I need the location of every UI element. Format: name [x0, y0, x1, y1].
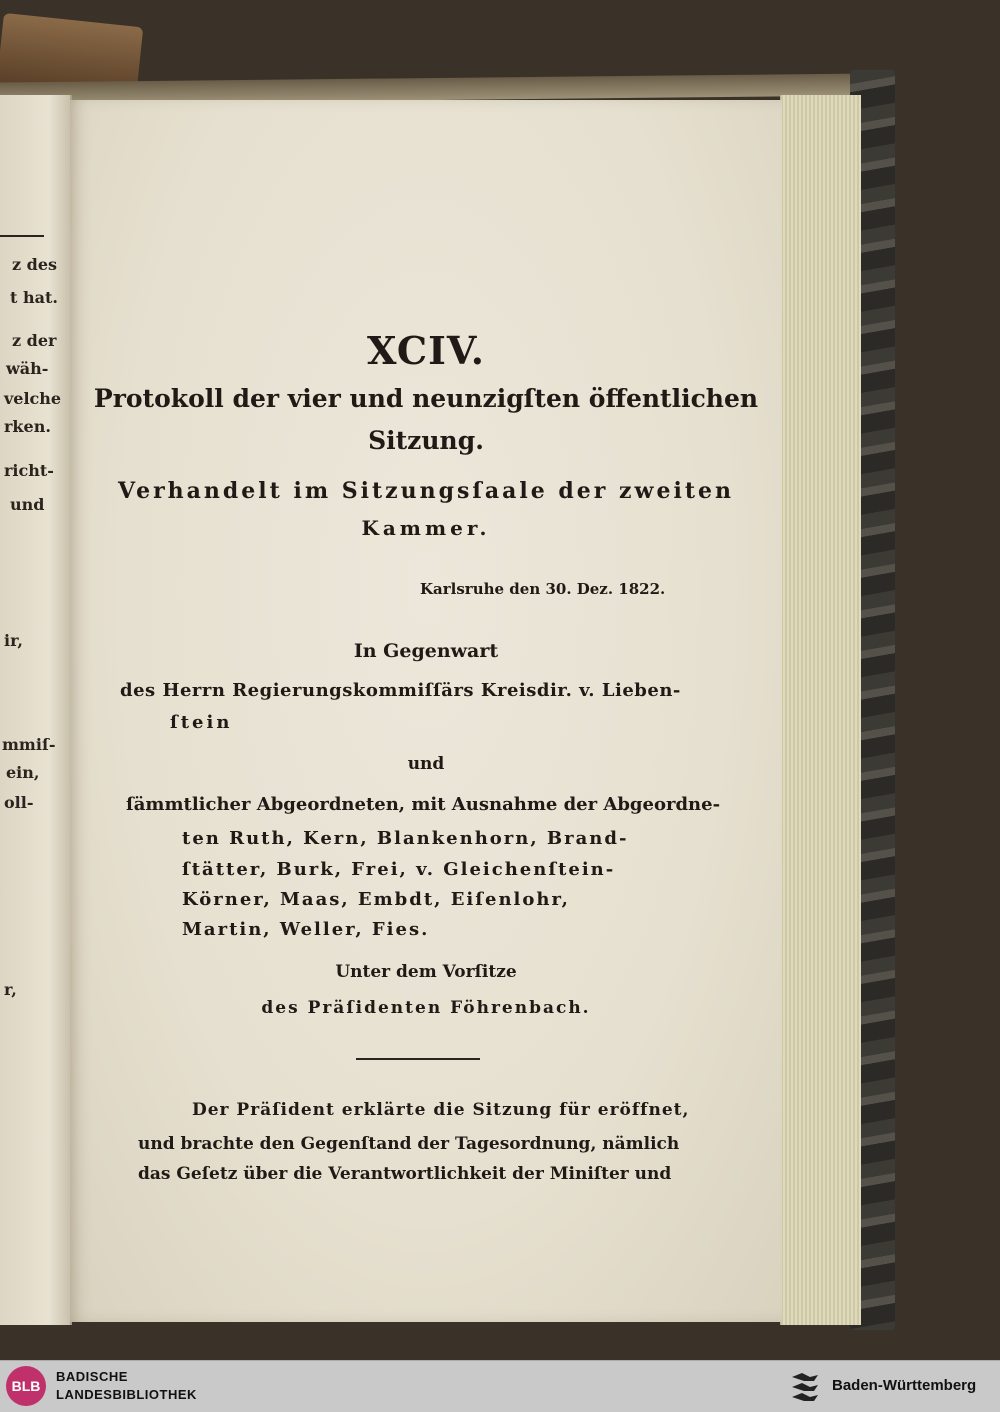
left-page-rule [0, 235, 44, 237]
body-line1: Der Präſident erklärte die Sitzung für eröffnet, [192, 1100, 690, 1120]
protocol-subtitle-line1: Verhandelt im Sitzungsſaale der zweiten [118, 478, 734, 504]
left-fragment: velche [4, 389, 62, 408]
section-divider [356, 1058, 480, 1060]
protocol-number: XCIV. [367, 328, 485, 373]
left-fragment: und [10, 495, 45, 514]
commissioner-line2: ſtein [170, 712, 233, 733]
body-line2: und brachte den Gegenſtand der Tagesordnung, nämlich [138, 1134, 680, 1154]
deputies-line2: ten Ruth, Kern, Blankenhorn, Brand- [182, 828, 629, 849]
protocol-subtitle-line2: Kammer. [361, 516, 491, 540]
left-fragment: z der [12, 331, 57, 350]
left-fragment: oll- [4, 793, 34, 812]
protocol-title-line1: Protokoll der vier und neunzigſten öffentlichen [93, 384, 759, 413]
state-name[interactable]: Baden-Württemberg [832, 1377, 977, 1394]
deputies-line3: ſtätter, Burk, Frei, v. Gleichenſtein- [182, 859, 616, 880]
footer-bar [0, 1360, 1000, 1412]
blb-logo[interactable]: BLB [6, 1366, 46, 1406]
und-connector: und [407, 754, 445, 774]
library-name-line1: BADISCHE [56, 1369, 128, 1384]
deputies-line4: Körner, Maas, Embdt, Eiſenlohr, [182, 889, 570, 910]
left-fragment: ein, [6, 763, 40, 782]
place-date: Karlsruhe den 30. Dez. 1822. [420, 580, 666, 598]
page-stack-edges [780, 95, 861, 1325]
presence-heading: In Gegenwart [353, 640, 499, 662]
chair-name: des Präſidenten Föhrenbach. [261, 998, 591, 1018]
deputies-line1: ſämmtlicher Abgeordneten, mit Ausnahme der Abgeordne- [126, 794, 721, 815]
protocol-title-line2: Sitzung. [368, 426, 484, 455]
body-line3: das Geſetz über die Verantwortlichkeit der Miniſter und [138, 1164, 672, 1184]
library-name-line2: LANDESBIBLIOTHEK [56, 1387, 197, 1402]
left-fragment: z des [12, 255, 58, 274]
left-fragment: mmiſ- [2, 735, 56, 754]
left-fragment: ir, [4, 631, 23, 650]
left-page [0, 95, 72, 1325]
deputies-line5: Martin, Weller, Fies. [182, 919, 430, 940]
right-page [70, 100, 782, 1322]
left-fragment: r, [4, 980, 17, 999]
left-fragment: richt- [4, 461, 54, 480]
commissioner-line1: des Herrn Regierungskommiſſärs Kreisdir. v. Lieben- [120, 680, 681, 701]
baden-wuerttemberg-lions-icon [788, 1369, 822, 1403]
chair-heading: Unter dem Vorſitze [335, 962, 517, 982]
left-fragment: rken. [4, 417, 51, 436]
left-fragment: t hat. [10, 288, 58, 307]
left-fragment: wäh- [6, 359, 49, 378]
